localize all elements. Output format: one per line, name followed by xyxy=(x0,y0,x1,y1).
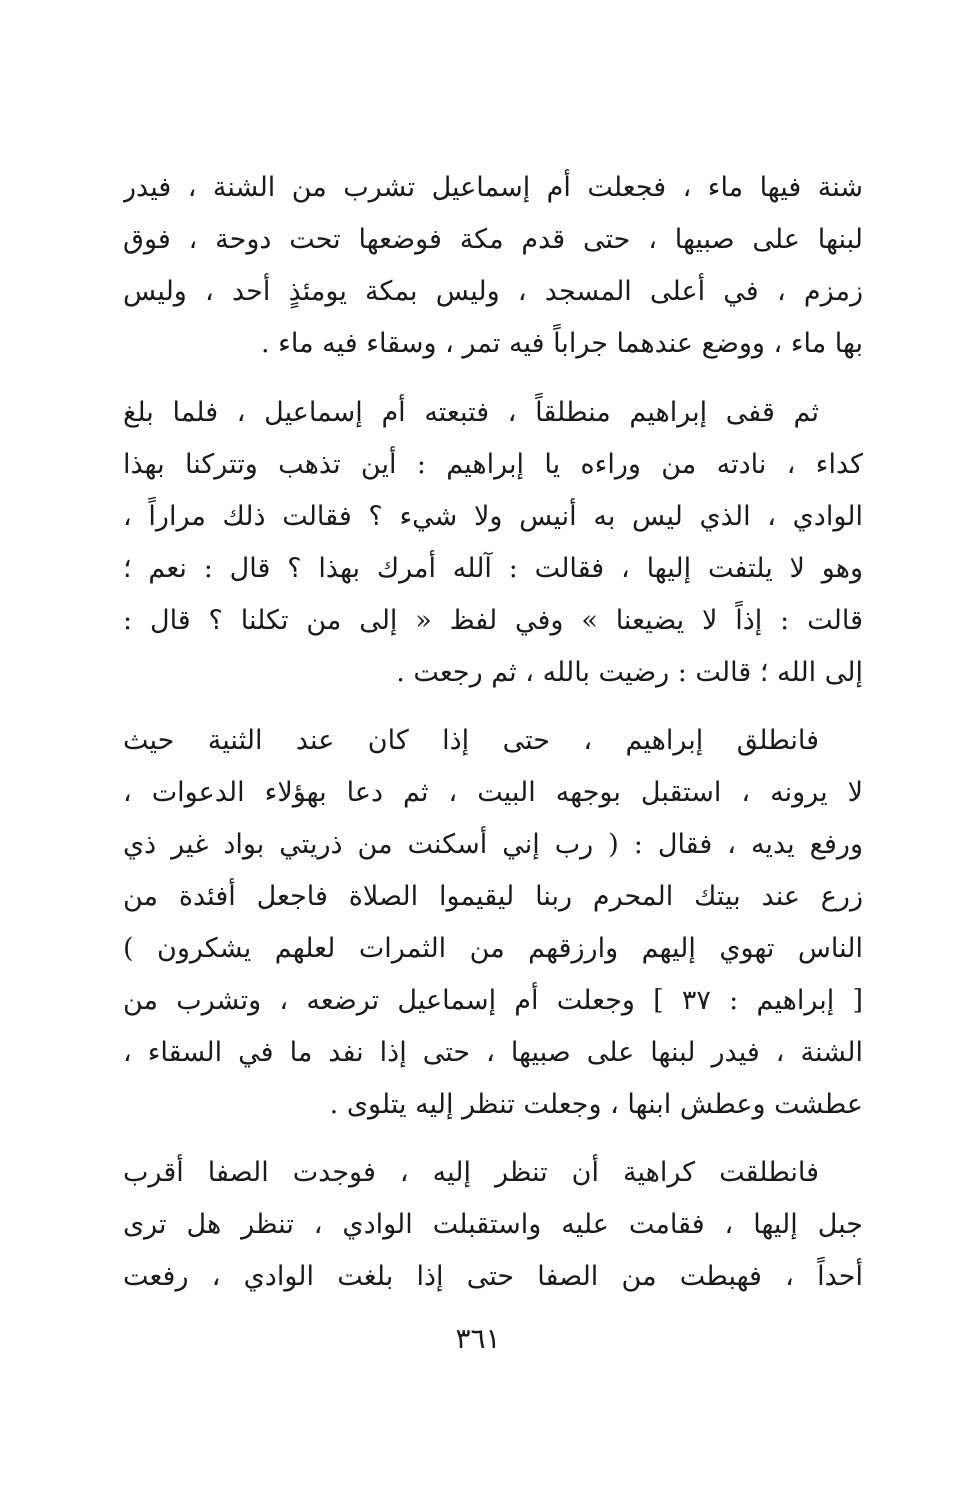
text-line: إلى الله ؛ قالت : رضيت بالله ، ثم رجعت . xyxy=(396,657,863,688)
paragraph-3 xyxy=(123,715,863,1131)
text-line: جبل إليها ، فقامت عليه واستقبلت الوادي ، تنظر هل ترى xyxy=(123,1209,863,1240)
page-number: ٣٦١ xyxy=(455,1322,501,1355)
text-line: [ إبراهيم : ٣٧ ] وجعلت أم إسماعيل ترضعه ، وتشرب من xyxy=(123,985,863,1016)
paragraph-4 xyxy=(123,1147,863,1303)
text-line: عطشت وعطش ابنها ، وجعلت تنظر إليه يتلوى . xyxy=(329,1089,863,1120)
text-line: وهو لا يلتفت إليها ، فقالت : آلله أمرك بهذا ؟ قال : نعم ؛ xyxy=(123,553,863,584)
paragraph-2 xyxy=(123,387,863,699)
text-line: زمزم ، في أعلى المسجد ، وليس بمكة يومئذٍ أحد ، وليس xyxy=(123,276,863,307)
text-line: أحداً ، فهبطت من الصفا حتى إذا بلغت الوادي ، رفعت xyxy=(123,1261,863,1292)
text-line: ثم قفى إبراهيم منطلقاً ، فتبعته أم إسماعيل ، فلما بلغ xyxy=(123,397,819,428)
text-line: فانطلق إبراهيم ، حتى إذا كان عند الثنية حيث xyxy=(123,725,819,756)
text-line: قالت : إذاً لا يضيعنا » وفي لفظ « إلى من تكلنا ؟ قال : xyxy=(123,605,863,636)
text-line: لا يرونه ، استقبل بوجهه البيت ، ثم دعا بهؤلاء الدعوات ، xyxy=(123,777,863,808)
text-line: فانطلقت كراهية أن تنظر إليه ، فوجدت الصفا أقرب xyxy=(123,1157,819,1188)
text-line: شنة فيها ماء ، فجعلت أم إسماعيل تشرب من الشنة ، فيدر xyxy=(123,172,863,203)
text-line: الشنة ، فيدر لبنها على صبيها ، حتى إذا نفد ما في السقاء ، xyxy=(123,1037,863,1068)
paragraph-1 xyxy=(123,162,863,370)
text-line: كداء ، نادته من وراءه يا إبراهيم : أين تذهب وتتركنا بهذا xyxy=(123,449,863,480)
text-line: الناس تهوي إليهم وارزقهم من الثمرات لعلهم يشكرون ) xyxy=(123,933,863,964)
text-line: لبنها على صبيها ، حتى قدم مكة فوضعها تحت دوحة ، فوق xyxy=(123,224,863,255)
text-line: الوادي ، الذي ليس به أنيس ولا شيء ؟ فقالت ذلك مراراً ، xyxy=(123,501,863,532)
text-line: زرع عند بيتك المحرم ربنا ليقيموا الصلاة فاجعل أفئدة من xyxy=(123,881,863,912)
text-line: ورفع يديه ، فقال : ( رب إني أسكنت من ذريتي بواد غير ذي xyxy=(123,829,863,860)
text-line: بها ماء ، ووضع عندهما جراباً فيه تمر ، وسقاء فيه ماء . xyxy=(261,328,863,359)
